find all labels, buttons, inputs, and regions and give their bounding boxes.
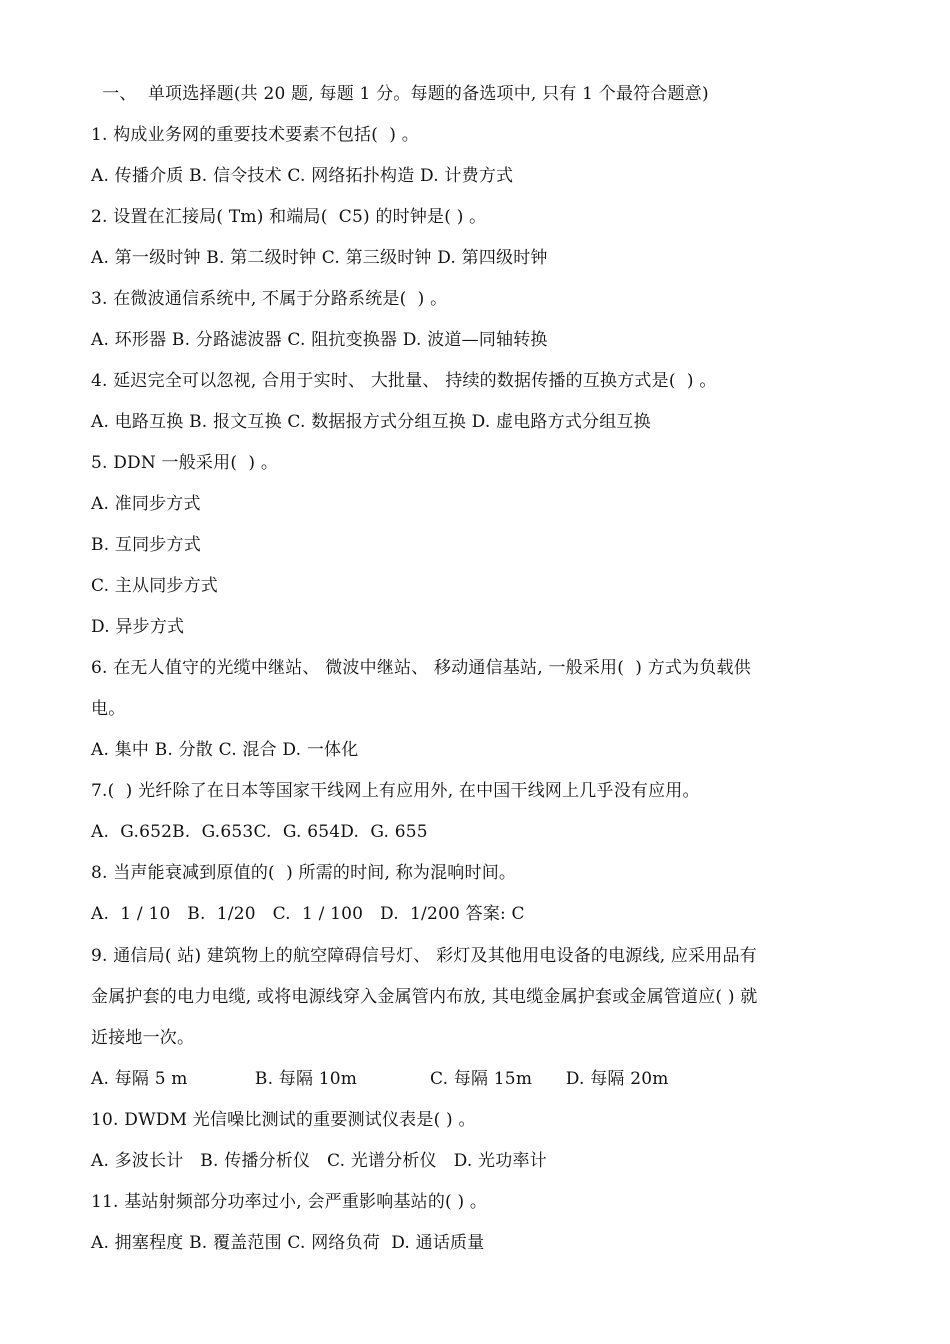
question-4: 4. 延迟完全可以忽视, 合用于实时、 大批量、 持续的数据传播的互换方式是( ) 。 [91,371,717,391]
question-11: 11. 基站射频部分功率过小, 会严重影响基站的( ) 。 [91,1192,488,1212]
question-5-option-c: C. 主从同步方式 [91,576,219,596]
question-4-options: A. 电路互换 B. 报文互换 C. 数据报方式分组互换 D. 虚电路方式分组互换 [91,412,651,432]
question-6: 6. 在无人值守的光缆中继站、 微波中继站、 移动通信基站, 一般采用( ) 方式为负载供 [91,658,751,678]
question-6-cont: 电。 [91,699,126,719]
question-1: 1. 构成业务网的重要技术要素不包括( ) 。 [91,125,419,145]
question-5-option-d: D. 异步方式 [91,617,185,637]
question-3-options: A. 环形器 B. 分路滤波器 C. 阻抗变换器 D. 波道—同轴转换 [91,330,548,350]
question-7-options: A. G.652B. G.653C. G. 654D. G. 655 [91,822,428,842]
question-8-options: A. 1 / 10 B. 1/20 C. 1 / 100 D. 1/200 答案: C [91,904,525,924]
question-9-options: A. 每隔 5 m B. 每隔 10m C. 每隔 15m D. 每隔 20m [91,1069,669,1089]
question-7: 7.( ) 光纤除了在日本等国家干线网上有应用外, 在中国干线网上几乎没有应用。 [91,781,700,801]
section-heading: 一、 单项选择题(共 20 题, 每题 1 分。每题的备选项中, 只有 1 个最符合题意) [91,84,709,104]
question-5-option-b: B. 互同步方式 [91,535,201,555]
question-6-options: A. 集中 B. 分散 C. 混合 D. 一体化 [91,740,359,760]
question-5: 5. DDN 一般采用( ) 。 [91,453,279,473]
question-8: 8. 当声能衰减到原值的( ) 所需的时间, 称为混响时间。 [91,863,517,883]
question-9: 9. 通信局( 站) 建筑物上的航空障碍信号灯、 彩灯及其他用电设备的电源线, 应采用品有 [91,946,757,966]
question-10: 10. DWDM 光信噪比测试的重要测试仪表是( ) 。 [91,1110,476,1130]
question-10-options: A. 多波长计 B. 传播分析仪 C. 光谱分析仪 D. 光功率计 [91,1151,547,1171]
question-2-options: A. 第一级时钟 B. 第二级时钟 C. 第三级时钟 D. 第四级时钟 [91,248,548,268]
question-11-options: A. 拥塞程度 B. 覆盖范围 C. 网络负荷 D. 通话质量 [91,1233,485,1253]
question-3: 3. 在微波通信系统中, 不属于分路系统是( ) 。 [91,289,448,309]
question-1-options: A. 传播介质 B. 信令技术 C. 网络拓扑构造 D. 计费方式 [91,166,514,186]
question-9-cont-2: 近接地一次。 [91,1028,195,1048]
question-9-cont-1: 金属护套的电力电缆, 或将电源线穿入金属管内布放, 其电缆金属护套或金属管道应( ) 就 [91,987,758,1007]
question-5-option-a: A. 准同步方式 [91,494,201,514]
question-2: 2. 设置在汇接局( Tm) 和端局( C5) 的时钟是( ) 。 [91,207,487,227]
